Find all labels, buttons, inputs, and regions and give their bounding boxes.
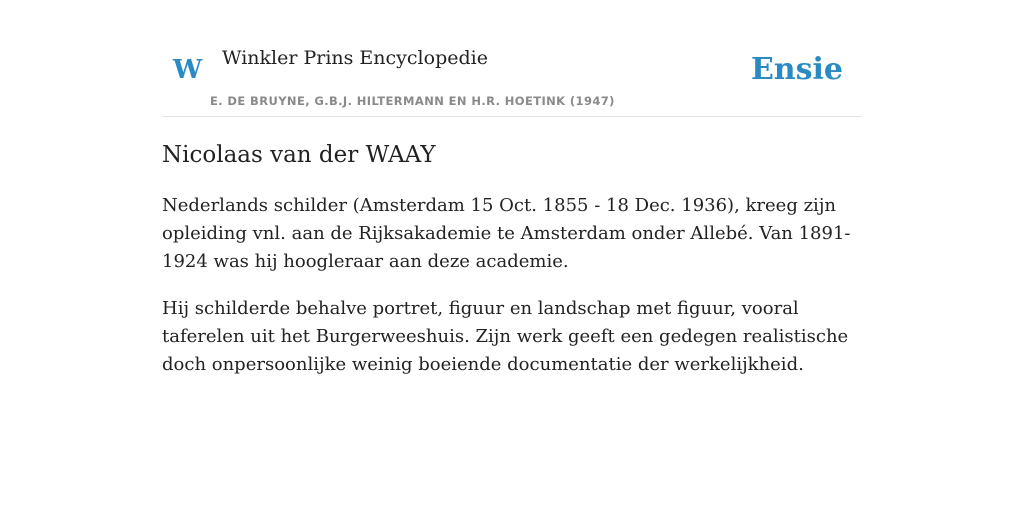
- source-authors: E. DE BRUYNE, G.B.J. HILTERMANN EN H.R. HOETINK (1947): [210, 94, 615, 108]
- source-header: [162, 0, 862, 117]
- ensie-logo-link[interactable]: Ensie: [750, 52, 843, 87]
- article-paragraph: Nederlands schilder (Amsterdam 15 Oct. 1855 - 18 Dec. 1936), kreeg zijn opleiding vnl. aan de Rijksakademie te Amsterdam onder Allebé. Van 1891-1924 was hij hoogleraar aan deze academie.: [162, 195, 851, 272]
- article-paragraph: Hij schilderde behalve portret, figuur en landschap met figuur, vooral taferelen uit het Burgerweeshuis. Zijn werk geeft een gedegen realistische doch onpersoonlijke weinig boeiende documentatie der werkelijkheid.: [162, 298, 849, 375]
- source-title[interactable]: Winkler Prins Encyclopedie: [222, 47, 488, 69]
- winkler-prins-logo[interactable]: W: [173, 55, 203, 85]
- page: [162, 0, 862, 375]
- article-title: Nicolaas van der WAAY: [162, 142, 436, 168]
